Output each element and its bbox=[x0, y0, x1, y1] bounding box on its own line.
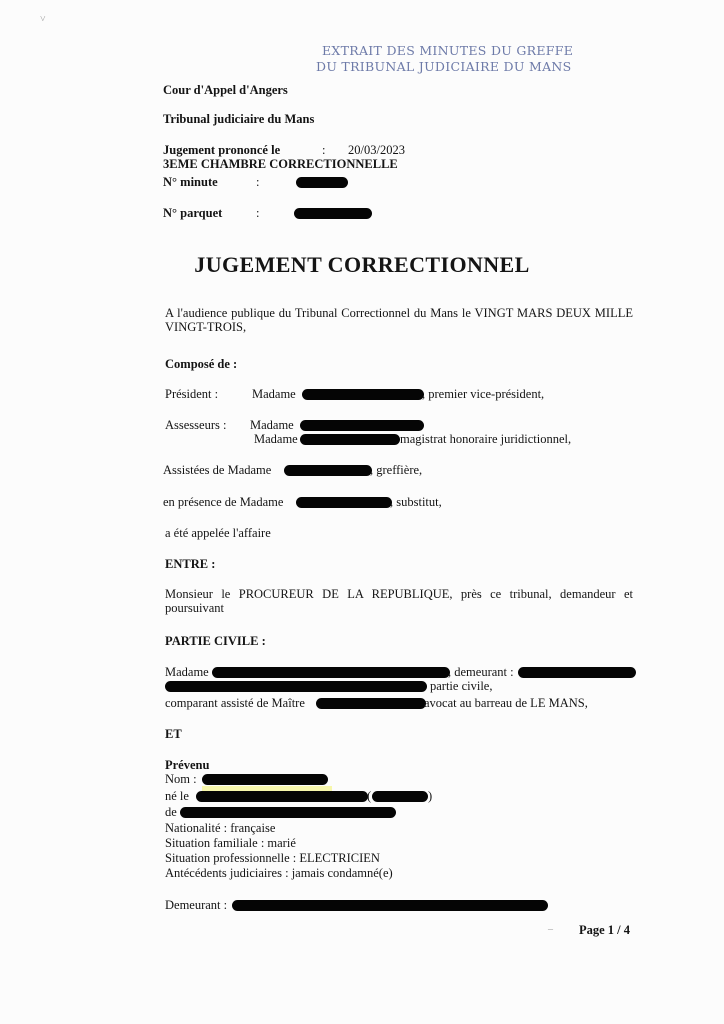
prevenu-nom-label: Nom : bbox=[165, 772, 197, 786]
redaction-prevenu-naissance bbox=[196, 791, 368, 802]
substitut-label: , substitut, bbox=[390, 495, 442, 509]
redaction-president bbox=[302, 389, 424, 400]
scan-mark: ˅ bbox=[40, 14, 46, 25]
entre-heading: ENTRE : bbox=[165, 557, 216, 571]
assistees-label: Assistées de Madame bbox=[163, 463, 272, 477]
composition-heading: Composé de : bbox=[165, 357, 238, 371]
avocat-label: avocat au barreau de LE MANS, bbox=[424, 696, 588, 710]
partie-civile-role: partie civile, bbox=[430, 679, 493, 693]
redaction-parquet bbox=[294, 208, 372, 219]
redaction-prevenu-adresse bbox=[232, 900, 548, 911]
prevenu-ne-label: né le bbox=[165, 789, 189, 803]
chamber-name: 3EME CHAMBRE CORRECTIONNELLE bbox=[163, 157, 398, 171]
redaction-assesseur2 bbox=[300, 434, 400, 445]
redaction-prevenu-parents bbox=[180, 807, 396, 818]
page-number: Page 1 / 4 bbox=[579, 923, 631, 937]
registry-stamp-line1: EXTRAIT DES MINUTES DU GREFFE bbox=[322, 43, 574, 58]
redaction-greffiere bbox=[284, 465, 372, 476]
partie-civile-demeurant: , demeurant : bbox=[448, 665, 514, 679]
judgment-date: 20/03/2023 bbox=[348, 143, 405, 157]
paren-open: ( bbox=[367, 789, 372, 803]
prevenu-nationalite: Nationalité : française bbox=[165, 821, 276, 835]
redaction-minute bbox=[296, 177, 348, 188]
redaction-partie-civile-address2 bbox=[165, 681, 427, 692]
hearing-paragraph: A l'audience publique du Tribunal Correctionnel du Mans le VINGT MARS DEUX MILLE VINGT-TROIS, bbox=[165, 306, 633, 334]
redaction-partie-civile-name bbox=[212, 667, 450, 678]
redaction-partie-civile-address bbox=[518, 667, 636, 678]
redaction-prevenu-nom bbox=[202, 774, 328, 785]
registry-stamp-line2: DU TRIBUNAL JUDICIAIRE DU MANS bbox=[316, 59, 572, 74]
court-name: Cour d'Appel d'Angers bbox=[163, 83, 288, 97]
redaction-avocat bbox=[316, 698, 426, 709]
entre-paragraph: Monsieur le PROCUREUR DE LA REPUBLIQUE, près ce tribunal, demandeur et poursuivant bbox=[165, 587, 633, 615]
assesseur1-madame: Madame bbox=[250, 418, 294, 432]
prevenu-antecedents: Antécédents judiciaires : jamais condamné(e) bbox=[165, 866, 393, 880]
president-label: Président : bbox=[165, 387, 219, 401]
president-madame: Madame bbox=[252, 387, 296, 401]
affaire-line: a été appelée l'affaire bbox=[165, 526, 271, 540]
judgment-colon: : bbox=[322, 143, 326, 157]
tribunal-name: Tribunal judiciaire du Mans bbox=[163, 112, 315, 126]
parquet-colon: : bbox=[256, 206, 260, 220]
greffiere-label: , greffière, bbox=[370, 463, 423, 477]
presence-label: en présence de Madame bbox=[163, 495, 284, 509]
prevenu-de-label: de bbox=[165, 805, 177, 819]
et-heading: ET bbox=[165, 727, 182, 741]
redaction-prevenu-lieu bbox=[372, 791, 428, 802]
president-role: , premier vice-président, bbox=[422, 387, 545, 401]
document-title: JUGEMENT CORRECTIONNEL bbox=[194, 252, 530, 277]
prevenu-situation-familiale: Situation familiale : marié bbox=[165, 836, 296, 850]
parquet-label: N° parquet bbox=[163, 206, 223, 220]
assesseurs-label: Assesseurs : bbox=[165, 418, 227, 432]
partie-civile-madame: Madame bbox=[165, 665, 209, 679]
redaction-substitut bbox=[296, 497, 392, 508]
prevenu-demeurant-label: Demeurant : bbox=[165, 898, 228, 912]
assesseur2-madame: Madame bbox=[254, 432, 298, 446]
comparant-label: comparant assisté de Maître bbox=[165, 696, 305, 710]
scan-mark: – bbox=[548, 924, 553, 935]
prevenu-situation-professionnelle: Situation professionnelle : ELECTRICIEN bbox=[165, 851, 380, 865]
paren-close: ) bbox=[428, 789, 433, 803]
partie-civile-heading: PARTIE CIVILE : bbox=[165, 634, 266, 648]
judgment-label: Jugement prononcé le bbox=[163, 143, 281, 157]
minute-colon: : bbox=[256, 175, 260, 189]
redaction-assesseur1 bbox=[300, 420, 424, 431]
minute-label: N° minute bbox=[163, 175, 218, 189]
prevenu-heading: Prévenu bbox=[165, 758, 210, 772]
assesseur2-role: magistrat honoraire juridictionnel, bbox=[400, 432, 572, 446]
